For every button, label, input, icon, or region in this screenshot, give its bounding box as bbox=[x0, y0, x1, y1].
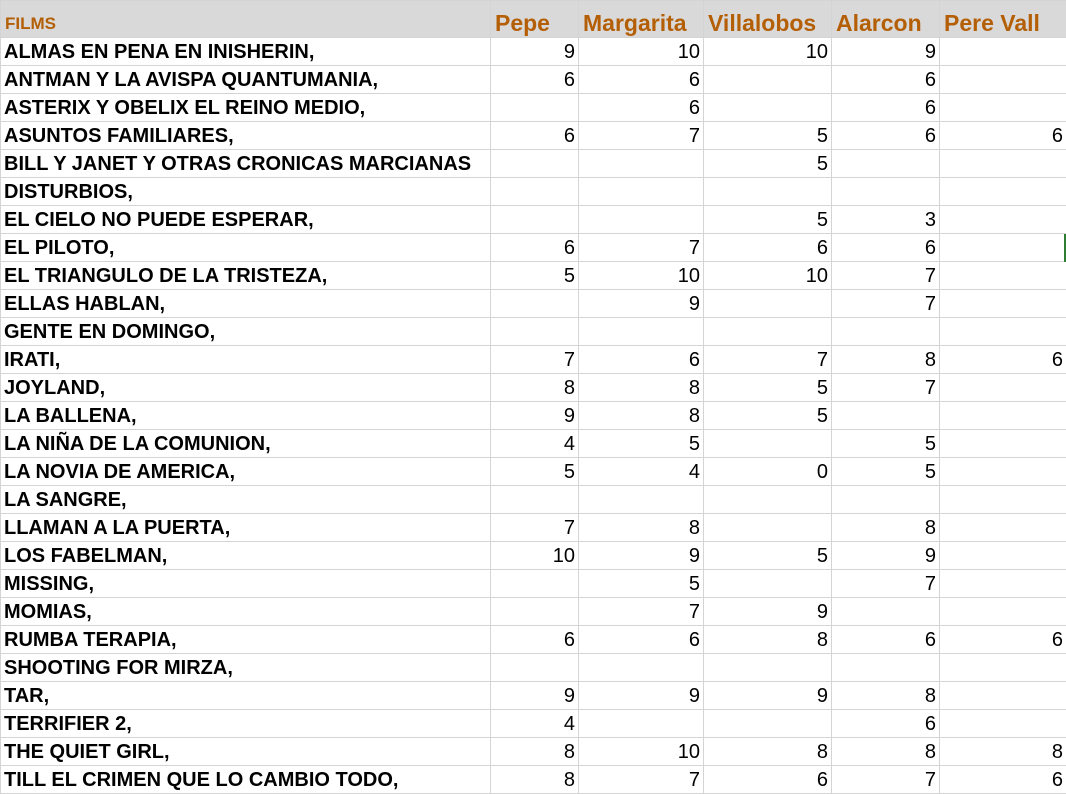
score-cell-margarita[interactable] bbox=[579, 654, 704, 682]
score-cell-pere-vall[interactable] bbox=[940, 402, 1066, 430]
score-cell-margarita[interactable]: 8 bbox=[579, 402, 704, 430]
film-title-cell[interactable]: SHOOTING FOR MIRZA, bbox=[1, 654, 491, 682]
score-cell-pepe[interactable]: 4 bbox=[491, 710, 579, 738]
score-cell-villalobos[interactable]: 9 bbox=[704, 682, 832, 710]
score-cell-pere-vall[interactable] bbox=[940, 654, 1066, 682]
header-pere-vall[interactable]: Pere Vall bbox=[940, 1, 1066, 38]
table-row bbox=[1, 38, 1066, 66]
score-cell-alarcon[interactable]: 8 bbox=[832, 682, 940, 710]
film-title-cell[interactable]: EL CIELO NO PUEDE ESPERAR, bbox=[1, 206, 491, 234]
film-title-cell[interactable]: ASUNTOS FAMILIARES, bbox=[1, 122, 491, 150]
score-cell-margarita[interactable]: 10 bbox=[579, 262, 704, 290]
score-cell-margarita[interactable] bbox=[579, 318, 704, 346]
score-cell-pere-vall[interactable] bbox=[940, 66, 1066, 94]
table-row bbox=[1, 598, 1066, 626]
score-cell-villalobos[interactable]: 6 bbox=[704, 234, 832, 262]
score-cell-pepe[interactable] bbox=[491, 318, 579, 346]
film-title-cell[interactable]: GENTE EN DOMINGO, bbox=[1, 318, 491, 346]
score-cell-pere-vall[interactable]: 6 bbox=[940, 346, 1066, 374]
score-cell-margarita[interactable] bbox=[579, 486, 704, 514]
score-cell-pere-vall[interactable] bbox=[940, 598, 1066, 626]
score-cell-villalobos[interactable]: 0 bbox=[704, 458, 832, 486]
film-title-cell[interactable]: MISSING, bbox=[1, 570, 491, 598]
table-row bbox=[1, 738, 1066, 766]
score-cell-pere-vall[interactable]: 6 bbox=[940, 122, 1066, 150]
film-title-cell[interactable]: TAR, bbox=[1, 682, 491, 710]
score-cell-villalobos[interactable] bbox=[704, 178, 832, 206]
film-title-cell[interactable]: TERRIFIER 2, bbox=[1, 710, 491, 738]
score-cell-pepe[interactable] bbox=[491, 290, 579, 318]
score-cell-pepe[interactable] bbox=[491, 206, 579, 234]
score-cell-pepe[interactable]: 6 bbox=[491, 122, 579, 150]
score-cell-margarita[interactable]: 6 bbox=[579, 346, 704, 374]
score-cell-villalobos[interactable] bbox=[704, 430, 832, 458]
score-cell-villalobos[interactable]: 6 bbox=[704, 766, 832, 794]
score-cell-pepe[interactable]: 7 bbox=[491, 514, 579, 542]
score-cell-villalobos[interactable] bbox=[704, 66, 832, 94]
film-title-cell[interactable]: MOMIAS, bbox=[1, 598, 491, 626]
score-cell-villalobos[interactable]: 10 bbox=[704, 262, 832, 290]
score-cell-alarcon[interactable] bbox=[832, 486, 940, 514]
score-cell-margarita[interactable]: 7 bbox=[579, 234, 704, 262]
score-cell-villalobos[interactable]: 10 bbox=[704, 38, 832, 66]
score-cell-pere-vall[interactable] bbox=[940, 290, 1066, 318]
score-cell-margarita[interactable]: 7 bbox=[579, 766, 704, 794]
film-title-cell[interactable]: DISTURBIOS, bbox=[1, 178, 491, 206]
score-cell-pere-vall[interactable] bbox=[940, 486, 1066, 514]
score-cell-pere-vall[interactable] bbox=[940, 150, 1066, 178]
score-cell-alarcon[interactable]: 7 bbox=[832, 374, 940, 402]
score-cell-margarita[interactable]: 10 bbox=[579, 738, 704, 766]
score-cell-alarcon[interactable]: 7 bbox=[832, 290, 940, 318]
score-cell-pere-vall[interactable] bbox=[940, 682, 1066, 710]
header-row bbox=[1, 1, 1066, 38]
score-cell-pepe[interactable]: 8 bbox=[491, 738, 579, 766]
score-cell-alarcon[interactable]: 5 bbox=[832, 430, 940, 458]
score-cell-alarcon[interactable]: 6 bbox=[832, 94, 940, 122]
table-row bbox=[1, 514, 1066, 542]
score-cell-villalobos[interactable] bbox=[704, 318, 832, 346]
table-row bbox=[1, 346, 1066, 374]
film-title-cell[interactable]: ELLAS HABLAN, bbox=[1, 290, 491, 318]
score-cell-villalobos[interactable]: 8 bbox=[704, 626, 832, 654]
score-cell-pere-vall[interactable] bbox=[940, 570, 1066, 598]
score-cell-alarcon[interactable]: 6 bbox=[832, 710, 940, 738]
score-cell-margarita[interactable] bbox=[579, 710, 704, 738]
film-title-cell[interactable]: TILL EL CRIMEN QUE LO CAMBIO TODO, bbox=[1, 766, 491, 794]
table-row bbox=[1, 654, 1066, 682]
score-cell-villalobos[interactable]: 8 bbox=[704, 738, 832, 766]
score-cell-alarcon[interactable] bbox=[832, 402, 940, 430]
score-cell-villalobos[interactable]: 5 bbox=[704, 402, 832, 430]
score-cell-pepe[interactable]: 9 bbox=[491, 38, 579, 66]
score-cell-pepe[interactable] bbox=[491, 654, 579, 682]
table-row bbox=[1, 626, 1066, 654]
score-cell-pepe[interactable] bbox=[491, 94, 579, 122]
score-cell-pere-vall[interactable]: 8 bbox=[940, 738, 1066, 766]
score-cell-villalobos[interactable] bbox=[704, 486, 832, 514]
score-cell-pepe[interactable]: 6 bbox=[491, 66, 579, 94]
score-cell-alarcon[interactable]: 6 bbox=[832, 66, 940, 94]
score-cell-villalobos[interactable]: 5 bbox=[704, 374, 832, 402]
score-cell-alarcon[interactable] bbox=[832, 598, 940, 626]
score-cell-margarita[interactable]: 6 bbox=[579, 66, 704, 94]
film-title-cell[interactable]: IRATI, bbox=[1, 346, 491, 374]
score-cell-pepe[interactable]: 6 bbox=[491, 234, 579, 262]
score-cell-margarita[interactable] bbox=[579, 150, 704, 178]
score-cell-alarcon[interactable]: 6 bbox=[832, 234, 940, 262]
film-title-cell[interactable]: LA SANGRE, bbox=[1, 486, 491, 514]
score-cell-villalobos[interactable]: 5 bbox=[704, 150, 832, 178]
score-cell-villalobos[interactable] bbox=[704, 570, 832, 598]
score-cell-villalobos[interactable] bbox=[704, 94, 832, 122]
score-cell-pere-vall[interactable] bbox=[940, 430, 1066, 458]
table-row bbox=[1, 66, 1066, 94]
table-row bbox=[1, 122, 1066, 150]
film-title-cell[interactable]: EL TRIANGULO DE LA TRISTEZA, bbox=[1, 262, 491, 290]
score-cell-pepe[interactable] bbox=[491, 178, 579, 206]
score-cell-margarita[interactable]: 9 bbox=[579, 542, 704, 570]
score-cell-margarita[interactable] bbox=[579, 206, 704, 234]
score-cell-alarcon[interactable]: 8 bbox=[832, 738, 940, 766]
score-cell-alarcon[interactable]: 6 bbox=[832, 122, 940, 150]
score-cell-pepe[interactable]: 5 bbox=[491, 458, 579, 486]
table-row bbox=[1, 318, 1066, 346]
score-cell-villalobos[interactable] bbox=[704, 514, 832, 542]
film-title-cell[interactable]: ASTERIX Y OBELIX EL REINO MEDIO, bbox=[1, 94, 491, 122]
score-cell-pere-vall[interactable] bbox=[940, 178, 1066, 206]
score-cell-villalobos[interactable] bbox=[704, 654, 832, 682]
film-title-cell[interactable]: EL PILOTO, bbox=[1, 234, 491, 262]
score-cell-pere-vall[interactable] bbox=[940, 374, 1066, 402]
score-cell-villalobos[interactable]: 5 bbox=[704, 206, 832, 234]
table-row bbox=[1, 178, 1066, 206]
film-title-cell[interactable]: LLAMAN A LA PUERTA, bbox=[1, 514, 491, 542]
table-row bbox=[1, 570, 1066, 598]
table-row bbox=[1, 290, 1066, 318]
score-cell-alarcon[interactable]: 9 bbox=[832, 542, 940, 570]
score-cell-alarcon[interactable]: 5 bbox=[832, 458, 940, 486]
score-cell-alarcon[interactable]: 6 bbox=[832, 626, 940, 654]
score-cell-pepe[interactable]: 8 bbox=[491, 374, 579, 402]
score-cell-pepe[interactable]: 4 bbox=[491, 430, 579, 458]
score-cell-alarcon[interactable] bbox=[832, 654, 940, 682]
header-alarcon[interactable]: Alarcon bbox=[832, 1, 940, 38]
score-cell-pepe[interactable] bbox=[491, 486, 579, 514]
header-pepe[interactable]: Pepe bbox=[491, 1, 579, 38]
score-cell-pere-vall[interactable] bbox=[940, 710, 1066, 738]
table-row bbox=[1, 458, 1066, 486]
film-title-cell[interactable]: LOS FABELMAN, bbox=[1, 542, 491, 570]
score-cell-pere-vall[interactable] bbox=[940, 318, 1066, 346]
film-title-cell[interactable]: JOYLAND, bbox=[1, 374, 491, 402]
score-cell-margarita[interactable]: 4 bbox=[579, 458, 704, 486]
score-cell-alarcon[interactable]: 7 bbox=[832, 570, 940, 598]
score-cell-pere-vall[interactable]: 6 bbox=[940, 626, 1066, 654]
header-films[interactable]: FILMS bbox=[1, 1, 491, 38]
film-title-cell[interactable]: RUMBA TERAPIA, bbox=[1, 626, 491, 654]
score-cell-pere-vall[interactable] bbox=[940, 206, 1066, 234]
score-cell-margarita[interactable]: 9 bbox=[579, 290, 704, 318]
score-cell-margarita[interactable]: 5 bbox=[579, 430, 704, 458]
score-cell-pepe[interactable] bbox=[491, 598, 579, 626]
score-cell-margarita[interactable]: 9 bbox=[579, 682, 704, 710]
table-row bbox=[1, 766, 1066, 794]
score-cell-margarita[interactable]: 8 bbox=[579, 514, 704, 542]
score-cell-pere-vall[interactable] bbox=[940, 38, 1066, 66]
header-villalobos[interactable]: Villalobos bbox=[704, 1, 832, 38]
score-cell-pepe[interactable]: 9 bbox=[491, 402, 579, 430]
score-cell-margarita[interactable]: 8 bbox=[579, 374, 704, 402]
score-cell-alarcon[interactable]: 8 bbox=[832, 346, 940, 374]
score-cell-margarita[interactable]: 10 bbox=[579, 38, 704, 66]
film-rows bbox=[1, 38, 1066, 794]
table-row bbox=[1, 150, 1066, 178]
score-cell-pepe[interactable]: 10 bbox=[491, 542, 579, 570]
score-cell-pepe[interactable]: 6 bbox=[491, 626, 579, 654]
score-cell-alarcon[interactable] bbox=[832, 150, 940, 178]
score-cell-alarcon[interactable]: 9 bbox=[832, 38, 940, 66]
score-cell-alarcon[interactable]: 8 bbox=[832, 514, 940, 542]
table-row bbox=[1, 682, 1066, 710]
film-title-cell[interactable]: LA NIÑA DE LA COMUNION, bbox=[1, 430, 491, 458]
table-row bbox=[1, 486, 1066, 514]
score-cell-margarita[interactable]: 6 bbox=[579, 94, 704, 122]
table-row bbox=[1, 402, 1066, 430]
score-cell-pere-vall[interactable] bbox=[940, 234, 1066, 262]
table-row bbox=[1, 234, 1066, 262]
score-cell-pere-vall[interactable] bbox=[940, 94, 1066, 122]
score-cell-alarcon[interactable] bbox=[832, 178, 940, 206]
table-row bbox=[1, 262, 1066, 290]
film-title-cell[interactable]: THE QUIET GIRL, bbox=[1, 738, 491, 766]
table-row bbox=[1, 94, 1066, 122]
film-title-cell[interactable]: ANTMAN Y LA AVISPA QUANTUMANIA, bbox=[1, 66, 491, 94]
score-cell-pere-vall[interactable]: 6 bbox=[940, 766, 1066, 794]
score-cell-villalobos[interactable]: 7 bbox=[704, 346, 832, 374]
table-row bbox=[1, 374, 1066, 402]
score-cell-villalobos[interactable]: 5 bbox=[704, 542, 832, 570]
score-cell-pere-vall[interactable] bbox=[940, 458, 1066, 486]
film-title-cell[interactable]: LA BALLENA, bbox=[1, 402, 491, 430]
table-row bbox=[1, 542, 1066, 570]
table-row bbox=[1, 430, 1066, 458]
score-cell-alarcon[interactable]: 7 bbox=[832, 766, 940, 794]
score-cell-pere-vall[interactable] bbox=[940, 542, 1066, 570]
score-cell-villalobos[interactable]: 5 bbox=[704, 122, 832, 150]
score-cell-alarcon[interactable]: 7 bbox=[832, 262, 940, 290]
score-cell-pepe[interactable]: 9 bbox=[491, 682, 579, 710]
score-cell-villalobos[interactable]: 9 bbox=[704, 598, 832, 626]
score-cell-margarita[interactable]: 7 bbox=[579, 122, 704, 150]
score-cell-villalobos[interactable] bbox=[704, 710, 832, 738]
score-cell-pere-vall[interactable] bbox=[940, 514, 1066, 542]
film-title-cell[interactable]: ALMAS EN PENA EN INISHERIN, bbox=[1, 38, 491, 66]
score-cell-pepe[interactable] bbox=[491, 150, 579, 178]
score-cell-pepe[interactable]: 8 bbox=[491, 766, 579, 794]
score-cell-pepe[interactable]: 7 bbox=[491, 346, 579, 374]
table-row bbox=[1, 206, 1066, 234]
film-title-cell[interactable]: BILL Y JANET Y OTRAS CRONICAS MARCIANAS bbox=[1, 150, 491, 178]
header-margarita[interactable]: Margarita bbox=[579, 1, 704, 38]
score-cell-pepe[interactable]: 5 bbox=[491, 262, 579, 290]
score-cell-margarita[interactable]: 7 bbox=[579, 598, 704, 626]
score-cell-alarcon[interactable] bbox=[832, 318, 940, 346]
table-row bbox=[1, 710, 1066, 738]
score-cell-pepe[interactable] bbox=[491, 570, 579, 598]
score-cell-margarita[interactable] bbox=[579, 178, 704, 206]
score-cell-villalobos[interactable] bbox=[704, 290, 832, 318]
film-title-cell[interactable]: LA NOVIA DE AMERICA, bbox=[1, 458, 491, 486]
score-cell-alarcon[interactable]: 3 bbox=[832, 206, 940, 234]
score-cell-pere-vall[interactable] bbox=[940, 262, 1066, 290]
score-cell-margarita[interactable]: 6 bbox=[579, 626, 704, 654]
score-cell-margarita[interactable]: 5 bbox=[579, 570, 704, 598]
